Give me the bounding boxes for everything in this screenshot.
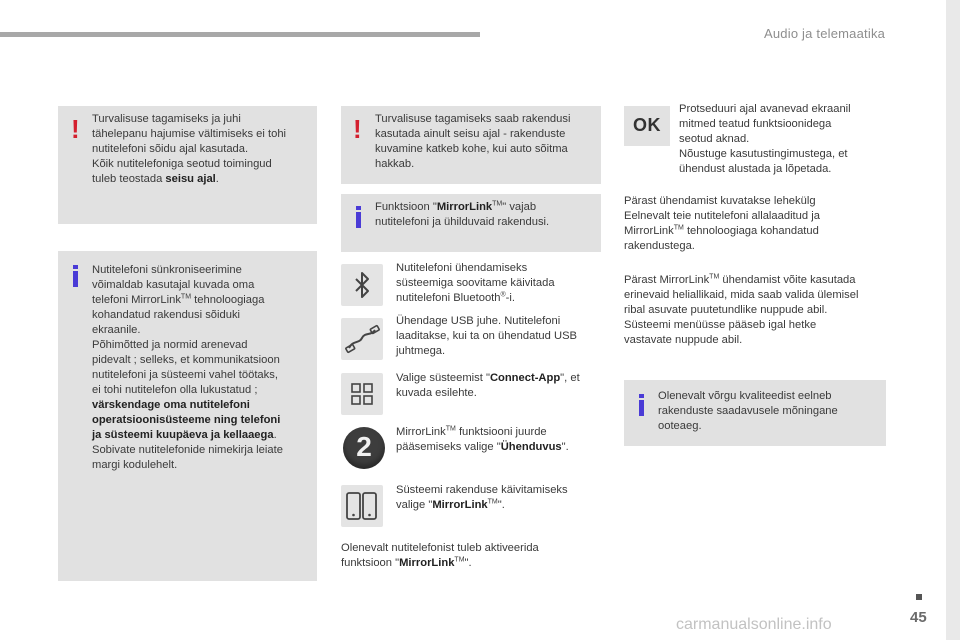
info-box-right bbox=[624, 380, 886, 446]
step-number-badge: 2 bbox=[343, 427, 385, 469]
ok-button-icon: OK bbox=[624, 106, 670, 146]
bluetooth-step-text: Nutitelefoni ühendamiseks süsteemiga soovitame käivitada nutitelefoni Bluetooth®-i. bbox=[396, 262, 555, 304]
warning-text: Turvalisuse tagamiseks saab rakendusi kasutada ainult seisu ajal - rakenduste kuvamine katkeb kohe, kui auto sõitma hakkab. bbox=[375, 113, 571, 170]
usb-step-text: Ühendage USB juhe. Nutitelefoni laaditakse, kui ta on ühendatud USB juhtmega. bbox=[396, 315, 577, 357]
after-connection-paragraph: Pärast ühendamist kuvatakse lehekülg Eelnevalt teie nutitelefoni allalaaditud ja MirrorLink™ tehnoloogiaga kohandatud rakendustega. bbox=[624, 195, 820, 252]
info-icon bbox=[356, 206, 361, 228]
warning-text: Turvalisuse tagamiseks ja juhi tähelepanu hajumise vältimiseks ei tohi nutitelefoni sõidu ajal kasutada. Kõik nutitelefoniga seotud toimingud tuleb teostada seisu ajal. bbox=[92, 113, 287, 185]
ok-step-text: Protseduuri ajal avanevad ekraanil mitmed teatud funktsioonidega seotud aknad. Nõustuge kasutustingimustega, et ühendust alustada ja lõpetada. bbox=[679, 103, 851, 175]
info-text: Nutitelefoni sünkroniseerimine võimaldab kasutajal kuvada oma telefoni MirrorLink™ tehnoloogiaga kohandatud rakendusi sõiduki ekraanile. Põhimõtted ja normid arenevad pidevalt ; selleks, et kommunikatsioon nutitelefoni ja süsteemi vahel töötaks, ei tohi nutitelefon olla lukustatud ; värskendage oma nutitelefoni operatsioonisüsteeme ning telefoni ja süsteemi kuupäeva ja kellaaega. Sobivate nutitelefonide nimekirja leiate margi kodulehelt. bbox=[92, 264, 283, 471]
info-icon bbox=[639, 394, 644, 416]
warning-box-left bbox=[58, 106, 317, 224]
warning-icon: ! bbox=[353, 114, 362, 144]
mirrorlink-phone-icon bbox=[341, 485, 383, 527]
info-icon bbox=[73, 265, 78, 287]
warning-box-middle bbox=[341, 106, 601, 184]
info-box-middle bbox=[341, 194, 601, 252]
info-text: Funktsioon "MirrorLink™" vajab nutitelefoni ja ühilduvaid rakendusi. bbox=[375, 200, 550, 228]
activation-note: Olenevalt nutitelefonist tuleb aktiveerida funktsioon "MirrorLink™". bbox=[341, 542, 539, 569]
header-rule bbox=[0, 32, 480, 37]
info-text: Olenevalt võrgu kvaliteedist eelneb rakenduste saadavusele mõningane ooteaeg. bbox=[658, 390, 838, 432]
page-marker bbox=[916, 594, 922, 600]
connectivity-step-text: MirrorLink™ funktsiooni juurde pääsemiseks valige "Ühenduvus". bbox=[396, 425, 569, 453]
bluetooth-icon bbox=[341, 264, 383, 306]
usb-cable-icon bbox=[341, 318, 383, 360]
audio-sources-paragraph: Pärast MirrorLink™ ühendamist võite kasutada erinevaid heliallikaid, mida saab valida ülemisel ribal asuvate puutetundlike nuppude abil. Süsteemi menüüsse pääseb igal hetke vastavate nuppude abil. bbox=[624, 273, 859, 346]
warning-icon: ! bbox=[71, 114, 80, 144]
mirrorlink-step-text: Süsteemi rakenduse käivitamiseks valige "MirrorLink™". bbox=[396, 484, 568, 511]
connect-app-step-text: Valige süsteemist "Connect-App", et kuvada esilehte. bbox=[396, 372, 580, 399]
page-number: 45 bbox=[910, 609, 927, 626]
page-edge-strip bbox=[946, 0, 960, 640]
section-title: Audio ja telemaatika bbox=[764, 26, 886, 41]
app-grid-icon bbox=[341, 373, 383, 415]
info-box-left bbox=[58, 251, 317, 581]
watermark: carmanualsonline.info bbox=[676, 616, 832, 633]
